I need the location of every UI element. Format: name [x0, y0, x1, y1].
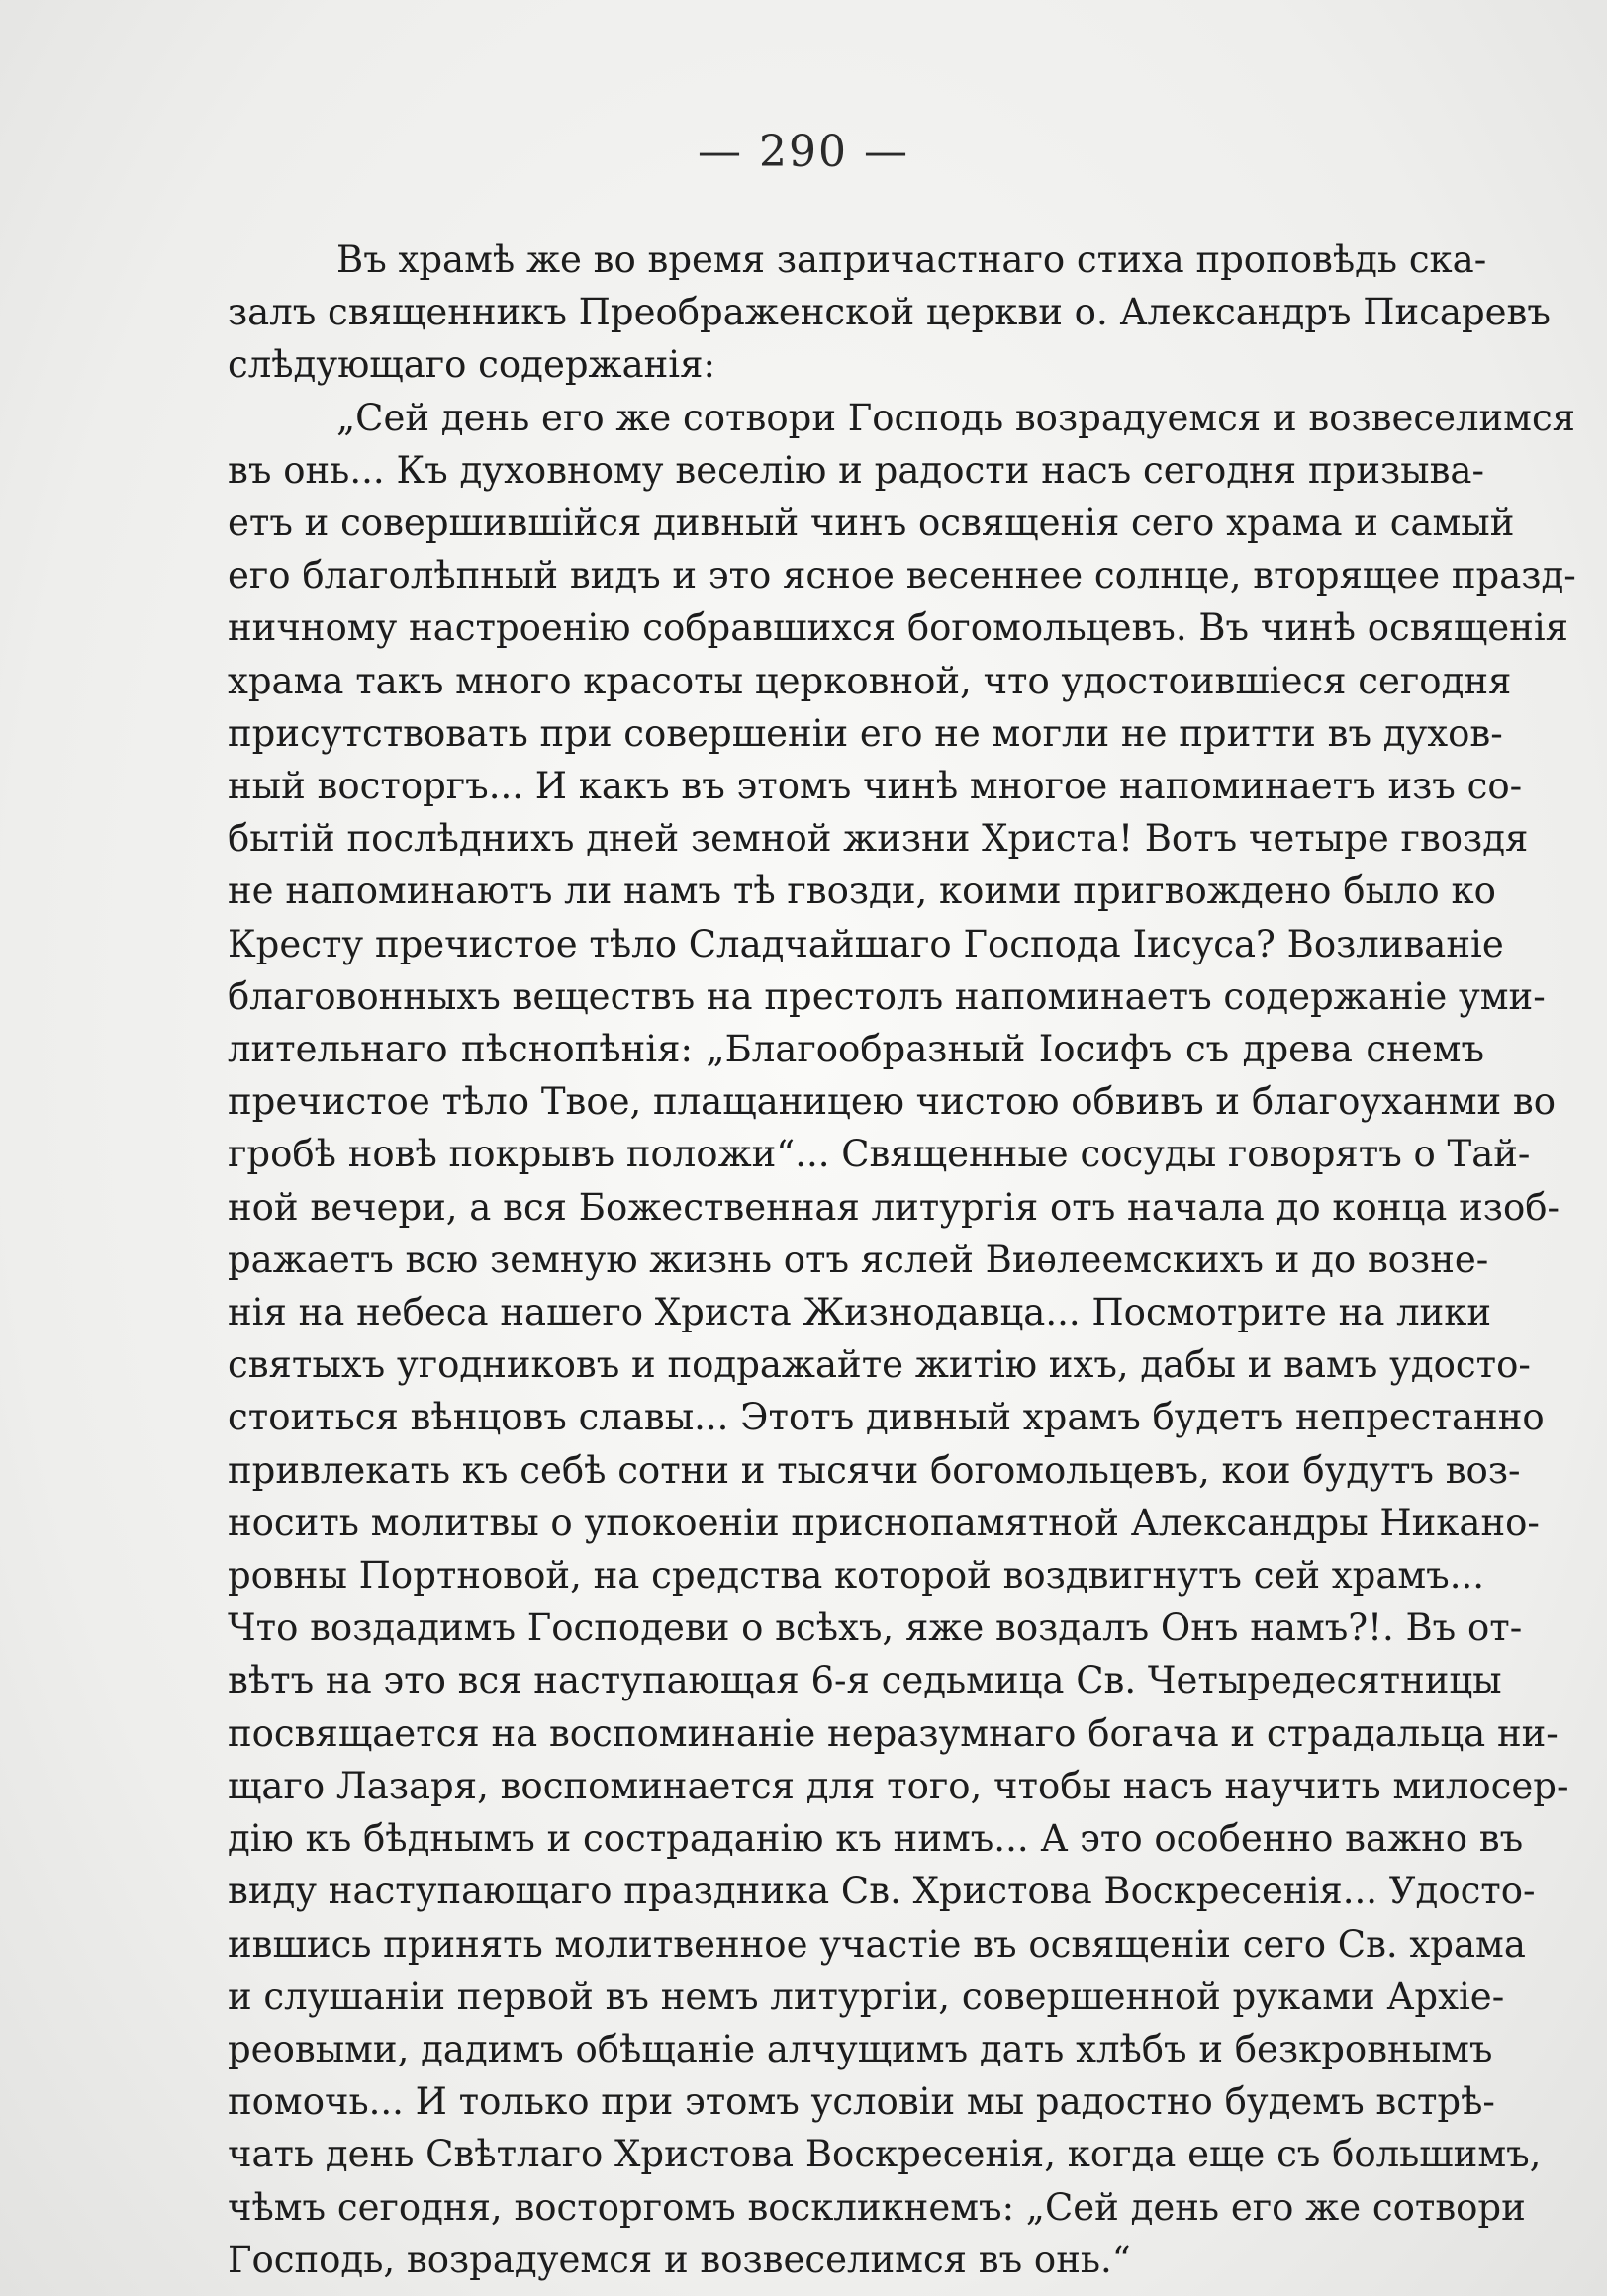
text-line: помочь... И только при этомъ условіи мы радостно будемъ встрѣ-: [228, 2080, 1495, 2124]
text-line: бытій послѣднихъ дней земной жизни Христа! Вотъ четыре гвоздя: [228, 817, 1529, 861]
text-line: привлекать къ себѣ сотни и тысячи богомольцевъ, кои будутъ воз-: [228, 1448, 1521, 1492]
text-line: Кресту пречистое тѣло Сладчайшаго Господа Іисуса? Возливаніе: [228, 922, 1504, 965]
text-line: вѣтъ на это вся наступающая 6-я седьмица Св. Четыредесятницы: [228, 1659, 1502, 1702]
text-line: Въ храмѣ же во время запричастнаго стиха проповѣдь ска-: [336, 238, 1487, 281]
text-line: гробѣ новѣ покрывъ положи“... Священные сосуды говорятъ о Тай-: [228, 1133, 1531, 1176]
text-line: не напоминаютъ ли намъ тѣ гвозди, коими пригвождено было ко: [228, 870, 1496, 913]
text-line: и слушаніи первой въ немъ литургіи, совершенной руками Архіе-: [228, 1975, 1505, 2018]
text-line: его благолѣпный видъ и это ясное весеннее солнце, вторящее празд-: [228, 554, 1576, 597]
text-line: ный восторгъ... И какъ въ этомъ чинѣ многое напоминаетъ изъ со-: [228, 765, 1523, 808]
text-line: пречистое тѣло Твое, плащаницею чистою обвивъ и благоуханми во: [228, 1080, 1557, 1124]
text-line: храма такъ много красоты церковной, что удостоившіеся сегодня: [228, 659, 1512, 702]
text-line: ражаетъ всю земную жизнь отъ яслей Виѳлеемскихъ и до возне-: [228, 1238, 1489, 1281]
text-line: присутствовать при совершеніи его не могли не притти въ духов-: [228, 711, 1503, 755]
text-line: нія на небеса нашего Христа Жизнодавца... Посмотрите на лики: [228, 1291, 1492, 1334]
text-line: ной вечери, а вся Божественная литургія отъ начала до конца изоб-: [228, 1185, 1560, 1229]
text-line: дію къ бѣднымъ и состраданію къ нимъ... А это особенно важно въ: [228, 1817, 1524, 1861]
text-line: благовонныхъ веществъ на престолъ напоминаетъ содержаніе уми-: [228, 974, 1546, 1018]
text-line: залъ священникъ Преображенской церкви о. Александръ Писаревъ: [228, 291, 1551, 334]
text-line: ровны Портновой, на средства которой воздвигнутъ сей храмъ...: [228, 1554, 1484, 1598]
text-line: въ онь... Къ духовному веселію и радости насъ сегодня призыва-: [228, 448, 1484, 492]
text-line: чѣмъ сегодня, восторгомъ воскликнемъ: „Сей день его же сотвори: [228, 2185, 1526, 2229]
body-text: [228, 233, 1576, 2286]
text-line: Что воздадимъ Господеви о всѣхъ, яже воздалъ Онъ намъ?!. Въ от-: [228, 1607, 1523, 1650]
text-line: слѣдующаго содержанія:: [228, 343, 715, 387]
text-line: ничному настроенію собравшихся богомольцевъ. Въ чинѣ освященія: [228, 606, 1569, 650]
text-line: щаго Лазаря, воспоминается для того, чтобы насъ научить милосер-: [228, 1764, 1569, 1807]
text-line: посвящается на воспоминаніе неразумнаго богача и страдальца ни-: [228, 1711, 1559, 1755]
text-line: стоиться вѣнцовъ славы... Этотъ дивный храмъ будетъ непрестанно: [228, 1396, 1545, 1439]
text-line: чать день Свѣтлаго Христова Воскресенія, когда еще съ большимъ,: [228, 2133, 1542, 2176]
text-line: реовыми, дадимъ обѣщаніе алчущимъ дать хлѣбъ и безкровнымъ: [228, 2027, 1493, 2070]
text-line: лительнаго пѣснопѣнія: „Благообразный Іосифъ съ древа снемъ: [228, 1028, 1484, 1071]
text-line: етъ и совершившійся дивный чинъ освященія сего храма и самый: [228, 502, 1515, 545]
text-line: святыхъ угодниковъ и подражайте житію ихъ, дабы и вамъ удосто-: [228, 1343, 1531, 1387]
text-line: „Сей день его же сотвори Господь возрадуемся и возвеселимся: [336, 396, 1576, 439]
text-line: виду наступающаго праздника Св. Христова Воскресенія... Удосто-: [228, 1870, 1536, 1913]
page-number: — 290 —: [698, 127, 909, 177]
text-line: Господь, возрадуемся и возвеселимся въ онь.“: [228, 2238, 1131, 2281]
text-line: носить молитвы о упокоеніи приснопамятной Александры Никано-: [228, 1501, 1540, 1544]
text-line: ившись принять молитвенное участіе въ освященіи сего Св. храма: [228, 1922, 1526, 1966]
